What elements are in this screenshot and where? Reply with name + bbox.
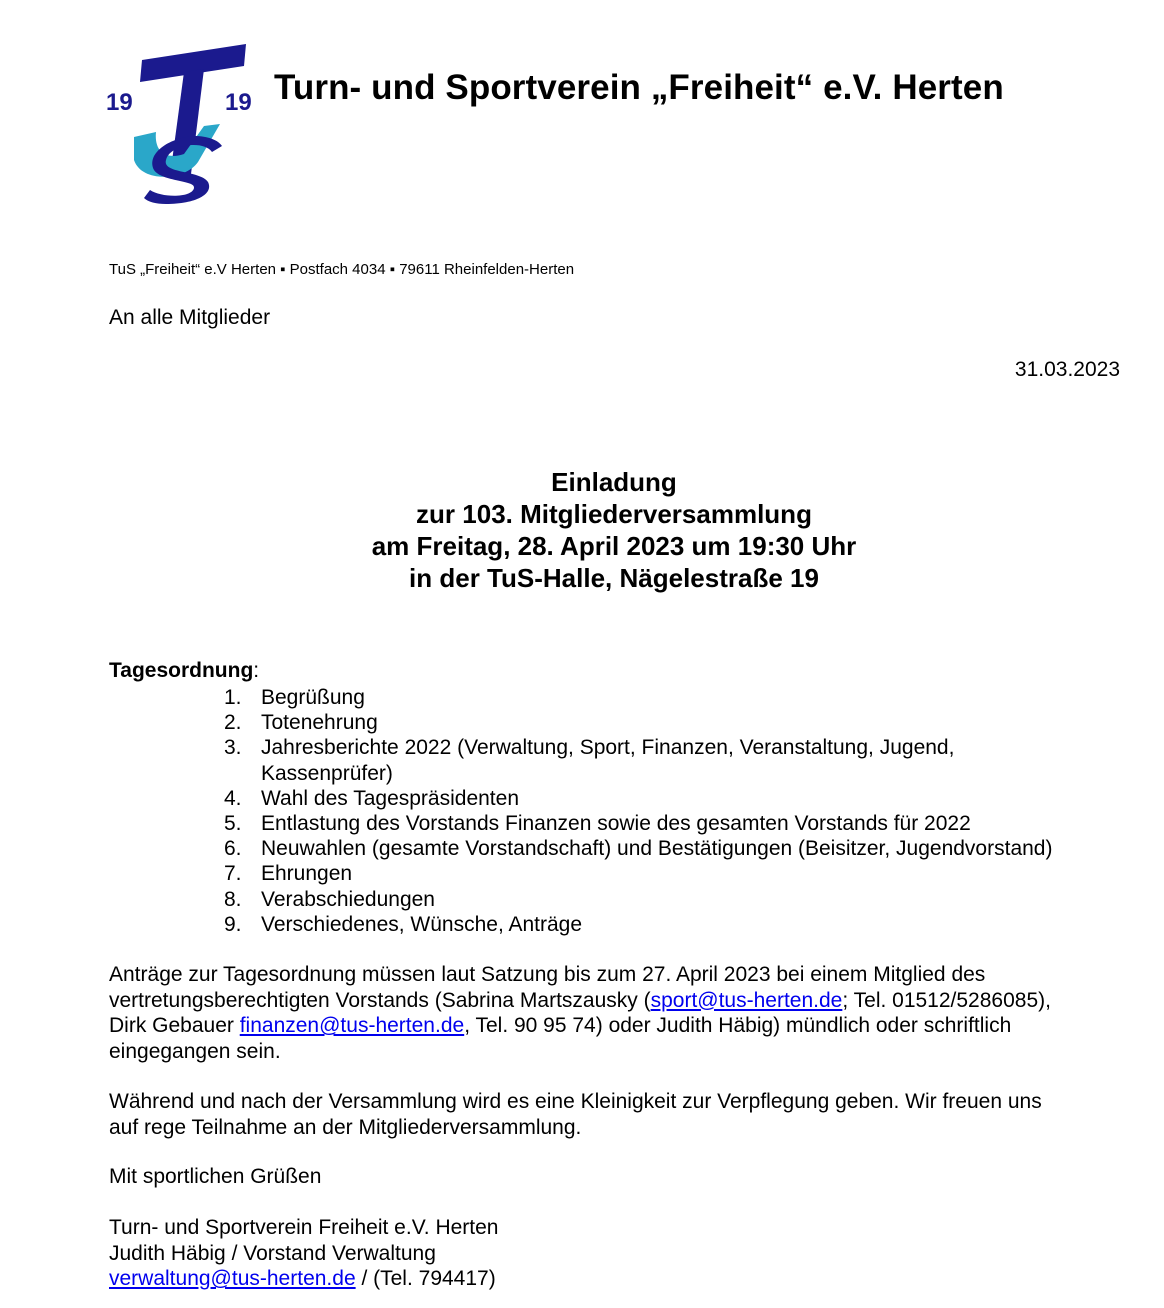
heading-line: zur 103. Mitgliederversammlung bbox=[416, 499, 812, 529]
agenda-item bbox=[0, 912, 1052, 937]
heading-line: am Freitag, 28. April 2023 um 19:30 Uhr bbox=[371, 531, 857, 561]
agenda-item-text: Wahl des Tagespräsidenten bbox=[261, 786, 519, 810]
agenda-item bbox=[0, 685, 1052, 710]
agenda-item bbox=[0, 836, 1052, 861]
logo-year-right: 19 bbox=[225, 89, 252, 116]
agenda-item-number: 2. bbox=[224, 711, 242, 735]
agenda-item-text: Ehrungen bbox=[261, 862, 353, 886]
paragraph-text: vertretungsberechtigten Vorstands (Sabrina Martszausky ( bbox=[109, 988, 651, 1012]
agenda-title bbox=[109, 659, 259, 683]
agenda-item-text: Totenehrung bbox=[261, 711, 378, 735]
agenda-item-number: 7. bbox=[224, 862, 242, 886]
letter-date: 31.03.2023 bbox=[1014, 358, 1120, 381]
sport-email-link[interactable]: sport@tus-herten.de bbox=[650, 988, 843, 1012]
signature-phone: / (Tel. 794417) bbox=[355, 1267, 496, 1291]
signature-org: Turn- und Sportverein Freiheit e.V. Herten bbox=[109, 1216, 499, 1239]
paragraph-line: auf rege Teilnahme an der Mitgliederversammlung. bbox=[109, 1115, 582, 1139]
tus-logo bbox=[104, 42, 260, 208]
paragraph-text: Dirk Gebauer bbox=[109, 1014, 240, 1038]
heading-line: in der TuS-Halle, Nägelestraße 19 bbox=[409, 563, 819, 593]
sender-line: TuS „Freiheit“ e.V Herten ▪ Postfach 4034 ▪ 79611 Rheinfelden-Herten bbox=[109, 261, 575, 278]
signature-contact bbox=[109, 1266, 498, 1292]
signature-block bbox=[109, 1215, 498, 1292]
agenda-item-text: Entlastung des Vorstands Finanzen sowie des gesamten Vorstands für 2022 bbox=[261, 812, 971, 836]
paragraph-line bbox=[109, 1013, 1119, 1039]
paragraph-line bbox=[109, 988, 1119, 1014]
agenda-item bbox=[0, 710, 1052, 735]
agenda-item-number: 4. bbox=[224, 786, 242, 810]
paragraph-line: eingegangen sein. bbox=[109, 1039, 281, 1063]
agenda-item-text-continued: Kassenprüfer) bbox=[261, 761, 393, 785]
paragraph-text: , Tel. 90 95 74) oder Judith Häbig) mündlich oder schriftlich bbox=[464, 1014, 1012, 1038]
heading-line: Einladung bbox=[551, 467, 677, 497]
agenda-item-number: 6. bbox=[224, 837, 242, 861]
agenda-item bbox=[0, 861, 1052, 886]
agenda-item-number: 3. bbox=[224, 736, 242, 760]
agenda-item-number: 1. bbox=[224, 686, 242, 709]
logo-year-left: 19 bbox=[106, 89, 133, 116]
agenda-item-text: Begrüßung bbox=[261, 686, 365, 709]
closing-greeting: Mit sportlichen Grüßen bbox=[109, 1165, 322, 1188]
motions-paragraph bbox=[109, 962, 1119, 1064]
agenda-item-number: 5. bbox=[224, 812, 242, 836]
agenda-title-colon: : bbox=[253, 659, 260, 682]
agenda-item bbox=[0, 735, 1052, 785]
agenda-item bbox=[0, 887, 1052, 912]
agenda-item-text: Neuwahlen (gesamte Vorstandschaft) und Bestätigungen (Beisitzer, Jugendvorstand) bbox=[261, 837, 1053, 861]
agenda-item-text: Jahresberichte 2022 (Verwaltung, Sport, Finanzen, Veranstaltung, Jugend, bbox=[261, 736, 955, 760]
agenda-item-text: Verabschiedungen bbox=[261, 887, 435, 911]
verwaltung-email-link[interactable]: verwaltung@tus-herten.de bbox=[109, 1267, 356, 1291]
agenda-item-text: Verschiedenes, Wünsche, Anträge bbox=[261, 912, 583, 936]
paragraph-line: Während und nach der Versammlung wird es eine Kleinigkeit zur Verpflegung geben. Wir freuen uns bbox=[109, 1090, 1042, 1113]
finanzen-email-link[interactable]: finanzen@tus-herten.de bbox=[239, 1014, 465, 1038]
recipient: An alle Mitglieder bbox=[109, 306, 271, 329]
agenda-item-number: 8. bbox=[224, 887, 242, 911]
signature-name: Judith Häbig / Vorstand Verwaltung bbox=[109, 1241, 436, 1265]
agenda-list bbox=[0, 685, 1052, 937]
agenda-item bbox=[0, 811, 1052, 836]
catering-paragraph bbox=[109, 1089, 1119, 1140]
paragraph-text: ; Tel. 01512/5286085), bbox=[842, 988, 1051, 1012]
agenda-item bbox=[0, 786, 1052, 811]
paragraph-line: Anträge zur Tagesordnung müssen laut Satzung bis zum 27. April 2023 bei einem Mitglied des bbox=[109, 963, 986, 986]
agenda-item-number: 9. bbox=[224, 912, 242, 936]
invitation-heading bbox=[0, 466, 1164, 594]
org-title: Turn- und Sportverein „Freiheit“ e.V. Herten bbox=[274, 68, 1004, 107]
agenda-title-label: Tagesordnung bbox=[109, 659, 254, 682]
